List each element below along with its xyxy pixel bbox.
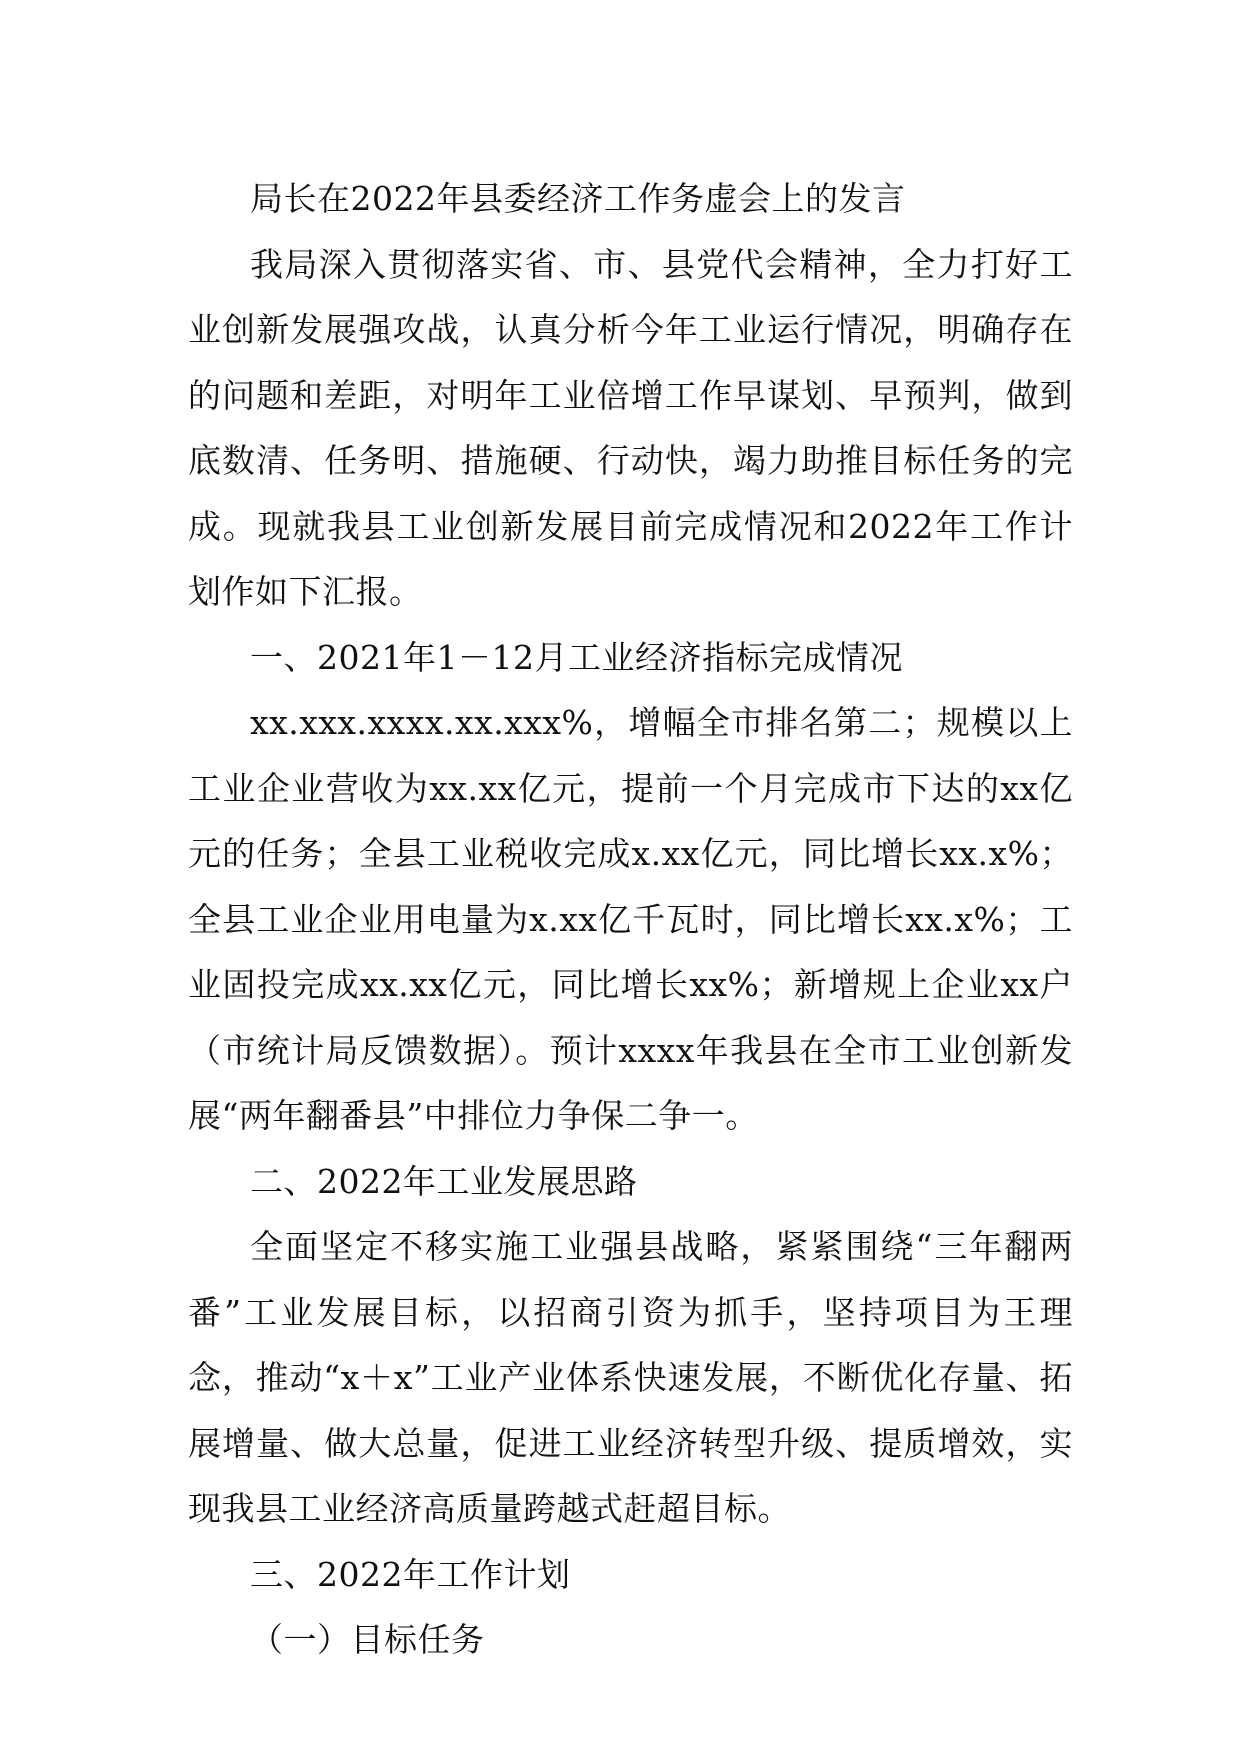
section-2-paragraph: 全面坚定不移实施工业强县战略，紧紧围绕“三年翻两番”工业发展目标，以招商引资为抓手，坚持项目为王理念，推动“x＋x”工业产业体系快速发展，不断优化存量、拓展增量、做大总量，促进工业经济转型升级、提质增效，实现我县工业经济高质量跨越式赶超目标。 <box>188 1227 1073 1528</box>
subsection-1-heading: （一）目标任务 <box>250 1620 485 1659</box>
section-3-heading: 三、2022年工作计划 <box>250 1554 571 1594</box>
section-1-paragraph: xx.xxx.xxxx.xx.xxx%，增幅全市排名第二；规模以上工业企业营收为xx.xx亿元，提前一个月完成市下达的xx亿元的任务；全县工业税收完成x.xx亿元，同比增长xx.x%；全县工业企业用电量为x.xx亿千瓦时，同比增长xx.x%；工业固投完成xx.xx亿元，同比增长xx%；新增规上企业xx户（市统计局反馈数据）。预计xxxx年我县在全市工业创新发展“两年翻番县”中排位力争保二争一。 <box>188 703 1073 1135</box>
document-title: 局长在2022年县委经济工作务虚会上的发言 <box>250 179 906 218</box>
section-2-heading: 二、2022年工业发展思路 <box>250 1161 638 1201</box>
document-body <box>188 166 1073 1673</box>
section-1-heading: 一、2021年1－12月工业经济指标完成情况 <box>250 637 903 677</box>
intro-paragraph: 我局深入贯彻落实省、市、县党代会精神，全力打好工业创新发展强攻战，认真分析今年工业运行情况，明确存在的问题和差距，对明年工业倍增工作早谋划、早预判，做到底数清、任务明、措施硬、行动快，竭力助推目标任务的完成。现就我县工业创新发展目前完成情况和2022年工作计划作如下汇报。 <box>188 244 1073 611</box>
